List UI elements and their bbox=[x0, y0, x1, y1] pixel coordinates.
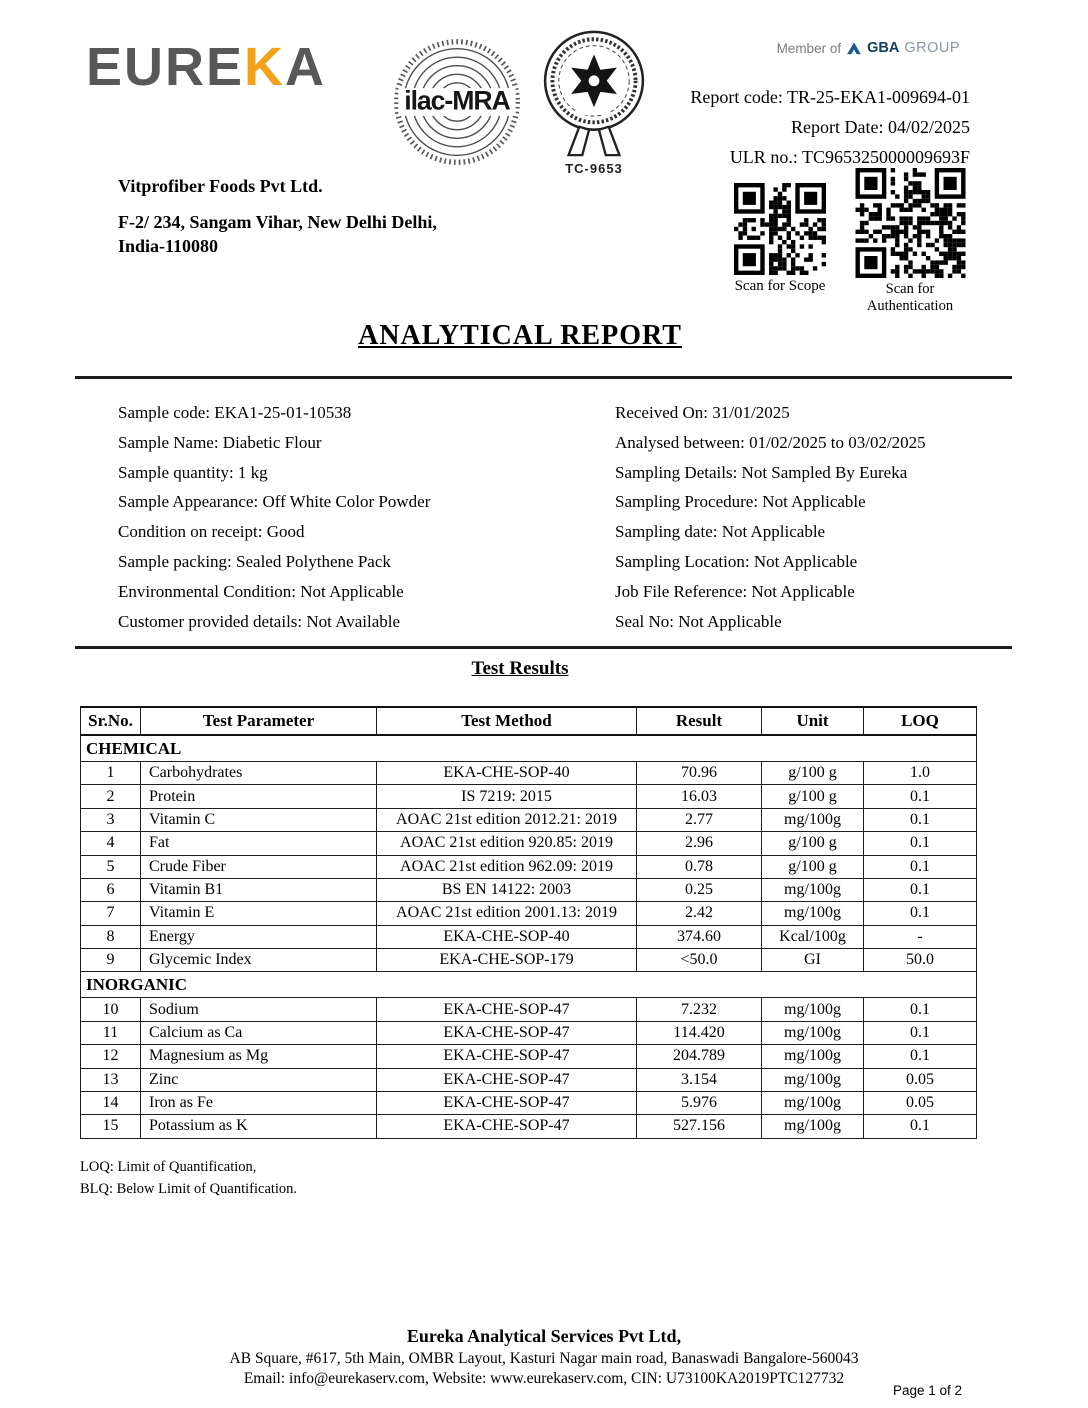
table-cell: AOAC 21st edition 962.09: 2019 bbox=[377, 855, 637, 878]
section-row bbox=[81, 972, 977, 998]
table-cell: 10 bbox=[81, 998, 141, 1021]
table-cell: 0.1 bbox=[864, 785, 977, 808]
report-meta bbox=[690, 82, 970, 172]
table-row bbox=[81, 855, 977, 878]
table-cell: GI bbox=[762, 949, 864, 972]
report-code: Report code: TR-25-EKA1-009694-01 bbox=[690, 87, 970, 107]
column-header: Result bbox=[637, 707, 762, 735]
table-cell: 7 bbox=[81, 902, 141, 925]
table-cell: 7.232 bbox=[637, 998, 762, 1021]
column-header: Unit bbox=[762, 707, 864, 735]
table-cell: 0.25 bbox=[637, 878, 762, 901]
detail-line: Sampling date: Not Applicable bbox=[615, 522, 826, 542]
eureka-logo-accent: K bbox=[244, 37, 286, 97]
table-cell: mg/100g bbox=[762, 902, 864, 925]
page-title: ANALYTICAL REPORT bbox=[358, 320, 682, 351]
ulr-number: ULR no.: TC965325000009693F bbox=[729, 147, 970, 167]
column-header: Test Parameter bbox=[141, 707, 377, 735]
table-cell: 3 bbox=[81, 808, 141, 831]
footer-contact: Email: info@eurekaserv.com, Website: www.eurekaserv.com, CIN: U73100KA2019PTC127732 bbox=[243, 1370, 845, 1387]
table-cell: Vitamin E bbox=[141, 902, 377, 925]
table-cell: AOAC 21st edition 2012.21: 2019 bbox=[377, 808, 637, 831]
table-cell: 374.60 bbox=[637, 925, 762, 948]
table-cell: EKA-CHE-SOP-40 bbox=[377, 762, 637, 785]
table-cell: mg/100g bbox=[762, 1045, 864, 1068]
table-cell: IS 7219: 2015 bbox=[377, 785, 637, 808]
table-cell: 0.78 bbox=[637, 855, 762, 878]
detail-line: Seal No: Not Applicable bbox=[615, 611, 782, 631]
table-cell: Potassium as K bbox=[141, 1115, 377, 1138]
table-cell: 70.96 bbox=[637, 762, 762, 785]
table-cell: EKA-CHE-SOP-179 bbox=[377, 949, 637, 972]
qr-auth-label: Scan for Authentication bbox=[866, 281, 954, 314]
detail-line: Sampling Procedure: Not Applicable bbox=[615, 492, 866, 512]
table-cell: 12 bbox=[81, 1045, 141, 1068]
table-cell: 9 bbox=[81, 949, 141, 972]
table-cell: Sodium bbox=[141, 998, 377, 1021]
table-cell: <50.0 bbox=[637, 949, 762, 972]
table-cell: EKA-CHE-SOP-47 bbox=[377, 1091, 637, 1114]
section-label: CHEMICAL bbox=[81, 735, 977, 762]
table-cell: Vitamin B1 bbox=[141, 878, 377, 901]
table-cell: AOAC 21st edition 2001.13: 2019 bbox=[377, 902, 637, 925]
table-cell: 114.420 bbox=[637, 1021, 762, 1044]
ilac-mra-logo bbox=[393, 38, 521, 166]
page-number: Page 1 of 2 bbox=[892, 1383, 962, 1398]
table-cell: BS EN 14122: 2003 bbox=[377, 878, 637, 901]
table-cell: EKA-CHE-SOP-40 bbox=[377, 925, 637, 948]
detail-line: Sample Appearance: Off White Color Powder bbox=[118, 492, 431, 512]
customer-name: Vitprofiber Foods Pvt Ltd. bbox=[118, 176, 323, 196]
customer-address-line2: India-110080 bbox=[118, 236, 219, 256]
results-header-row bbox=[81, 707, 977, 735]
table-cell: Calcium as Ca bbox=[141, 1021, 377, 1044]
membership-line bbox=[777, 40, 960, 56]
table-cell: Fat bbox=[141, 832, 377, 855]
qr-code-authentication bbox=[853, 168, 968, 278]
table-row bbox=[81, 1091, 977, 1114]
results-table bbox=[80, 706, 977, 1139]
table-cell: Iron as Fe bbox=[141, 1091, 377, 1114]
table-cell: Glycemic Index bbox=[141, 949, 377, 972]
table-cell: 527.156 bbox=[637, 1115, 762, 1138]
table-cell: 0.1 bbox=[864, 878, 977, 901]
detail-line: Sampling Details: Not Sampled By Eureka bbox=[615, 462, 908, 482]
table-cell: 0.1 bbox=[864, 1045, 977, 1068]
nabl-emblem-icon bbox=[540, 28, 648, 160]
qr-scope-block bbox=[733, 183, 827, 295]
table-cell: 4 bbox=[81, 832, 141, 855]
nabl-code-label: TC-9653 bbox=[565, 161, 623, 176]
table-cell: AOAC 21st edition 920.85: 2019 bbox=[377, 832, 637, 855]
table-cell: - bbox=[864, 925, 977, 948]
table-cell: mg/100g bbox=[762, 808, 864, 831]
table-cell: 2.96 bbox=[637, 832, 762, 855]
table-cell: 1.0 bbox=[864, 762, 977, 785]
qr-scope-label: Scan for Scope bbox=[734, 278, 826, 294]
divider-bottom bbox=[75, 646, 1012, 649]
detail-line: Sample packing: Sealed Polythene Pack bbox=[118, 551, 391, 571]
table-cell: 13 bbox=[81, 1068, 141, 1091]
table-cell: EKA-CHE-SOP-47 bbox=[377, 998, 637, 1021]
table-cell: 16.03 bbox=[637, 785, 762, 808]
report-date: Report Date: 04/02/2025 bbox=[791, 117, 970, 137]
gba-group-label: GROUP bbox=[904, 40, 960, 56]
table-row bbox=[81, 1068, 977, 1091]
table-cell: 50.0 bbox=[864, 949, 977, 972]
table-cell: 0.1 bbox=[864, 808, 977, 831]
table-cell: 1 bbox=[81, 762, 141, 785]
table-cell: 5.976 bbox=[637, 1091, 762, 1114]
table-row bbox=[81, 762, 977, 785]
table-cell: 0.1 bbox=[864, 855, 977, 878]
table-cell: g/100 g bbox=[762, 785, 864, 808]
table-cell: 5 bbox=[81, 855, 141, 878]
table-cell: mg/100g bbox=[762, 1091, 864, 1114]
table-cell: g/100 g bbox=[762, 855, 864, 878]
table-cell: Vitamin C bbox=[141, 808, 377, 831]
detail-line: Environmental Condition: Not Applicable bbox=[118, 581, 404, 601]
table-row bbox=[81, 1045, 977, 1068]
table-cell: EKA-CHE-SOP-47 bbox=[377, 1045, 637, 1068]
sample-details-left bbox=[118, 398, 598, 636]
detail-line: Sampling Location: Not Applicable bbox=[615, 551, 858, 571]
table-cell: Energy bbox=[141, 925, 377, 948]
table-cell: 8 bbox=[81, 925, 141, 948]
section-row bbox=[81, 735, 977, 762]
table-cell: 204.789 bbox=[637, 1045, 762, 1068]
table-cell: 11 bbox=[81, 1021, 141, 1044]
table-cell: 3.154 bbox=[637, 1068, 762, 1091]
detail-line: Received On: 31/01/2025 bbox=[615, 403, 790, 422]
table-row bbox=[81, 878, 977, 901]
ilac-mra-icon bbox=[393, 38, 521, 166]
table-cell: 0.1 bbox=[864, 1021, 977, 1044]
nabl-logo bbox=[538, 28, 650, 176]
column-header: Sr.No. bbox=[81, 707, 141, 735]
footer-address: AB Square, #617, 5th Main, OMBR Layout, Kasturi Nagar main road, Banaswadi Bangalore-560043 bbox=[229, 1350, 859, 1367]
table-cell: 0.1 bbox=[864, 1115, 977, 1138]
eureka-logo-gray2: A bbox=[285, 37, 327, 97]
table-cell: 0.1 bbox=[864, 998, 977, 1021]
detail-line: Sample Name: Diabetic Flour bbox=[118, 432, 322, 452]
table-cell: Magnesium as Mg bbox=[141, 1045, 377, 1068]
table-row bbox=[81, 925, 977, 948]
footer bbox=[0, 1326, 1088, 1389]
table-cell: EKA-CHE-SOP-47 bbox=[377, 1021, 637, 1044]
table-row bbox=[81, 832, 977, 855]
table-cell: 2.42 bbox=[637, 902, 762, 925]
table-cell: 0.05 bbox=[864, 1068, 977, 1091]
table-row bbox=[81, 808, 977, 831]
table-cell: 0.1 bbox=[864, 832, 977, 855]
note-line: LOQ: Limit of Quantification, bbox=[80, 1159, 257, 1175]
table-cell: 0.1 bbox=[864, 902, 977, 925]
table-row bbox=[81, 998, 977, 1021]
table-cell: EKA-CHE-SOP-47 bbox=[377, 1115, 637, 1138]
table-cell: 14 bbox=[81, 1091, 141, 1114]
table-row bbox=[81, 1021, 977, 1044]
detail-line: Condition on receipt: Good bbox=[118, 522, 305, 542]
table-row bbox=[81, 1115, 977, 1138]
column-header: LOQ bbox=[864, 707, 977, 735]
detail-line: Analysed between: 01/02/2025 to 03/02/2025 bbox=[615, 432, 926, 452]
test-results-heading: Test Results bbox=[471, 658, 569, 679]
member-of-label: Member of bbox=[776, 40, 842, 56]
divider-top bbox=[75, 376, 1012, 379]
table-cell: mg/100g bbox=[762, 998, 864, 1021]
table-cell: 2 bbox=[81, 785, 141, 808]
section-label: INORGANIC bbox=[81, 972, 977, 998]
detail-line: Customer provided details: Not Available bbox=[118, 611, 401, 631]
table-cell: Protein bbox=[141, 785, 377, 808]
eureka-logo-gray1: EURE bbox=[86, 37, 245, 97]
detail-line: Job File Reference: Not Applicable bbox=[615, 581, 855, 601]
column-header: Test Method bbox=[377, 707, 637, 735]
table-cell: g/100 g bbox=[762, 762, 864, 785]
detail-line: Sample quantity: 1 kg bbox=[118, 462, 268, 482]
table-cell: mg/100g bbox=[762, 1115, 864, 1138]
table-cell: 6 bbox=[81, 878, 141, 901]
footer-company: Eureka Analytical Services Pvt Ltd, bbox=[406, 1326, 682, 1346]
table-cell: 0.05 bbox=[864, 1091, 977, 1114]
table-row bbox=[81, 902, 977, 925]
eureka-logo bbox=[86, 37, 327, 97]
table-cell: mg/100g bbox=[762, 878, 864, 901]
table-row bbox=[81, 949, 977, 972]
table-cell: Crude Fiber bbox=[141, 855, 377, 878]
detail-line: Sample code: EKA1-25-01-10538 bbox=[118, 403, 352, 422]
customer-address-line1: F-2/ 234, Sangam Vihar, New Delhi Delhi, bbox=[118, 212, 437, 232]
gba-triangle-icon bbox=[846, 41, 862, 55]
table-cell: g/100 g bbox=[762, 832, 864, 855]
table-cell: Zinc bbox=[141, 1068, 377, 1091]
table-cell: 2.77 bbox=[637, 808, 762, 831]
gba-label: GBA bbox=[867, 40, 900, 56]
table-cell: Kcal/100g bbox=[762, 925, 864, 948]
notes-list bbox=[80, 1156, 297, 1200]
sample-details-right bbox=[615, 398, 985, 636]
results-body bbox=[81, 735, 977, 1138]
note-line: BLQ: Below Limit of Quantification. bbox=[80, 1181, 298, 1197]
ilac-mra-text: ilac-MRA bbox=[404, 85, 510, 116]
table-cell: 15 bbox=[81, 1115, 141, 1138]
customer-block bbox=[118, 176, 608, 258]
table-row bbox=[81, 785, 977, 808]
table-cell: EKA-CHE-SOP-47 bbox=[377, 1068, 637, 1091]
qr-auth-block bbox=[846, 168, 974, 315]
table-cell: mg/100g bbox=[762, 1021, 864, 1044]
table-cell: mg/100g bbox=[762, 1068, 864, 1091]
qr-code-scope bbox=[734, 183, 826, 275]
table-cell: Carbohydrates bbox=[141, 762, 377, 785]
